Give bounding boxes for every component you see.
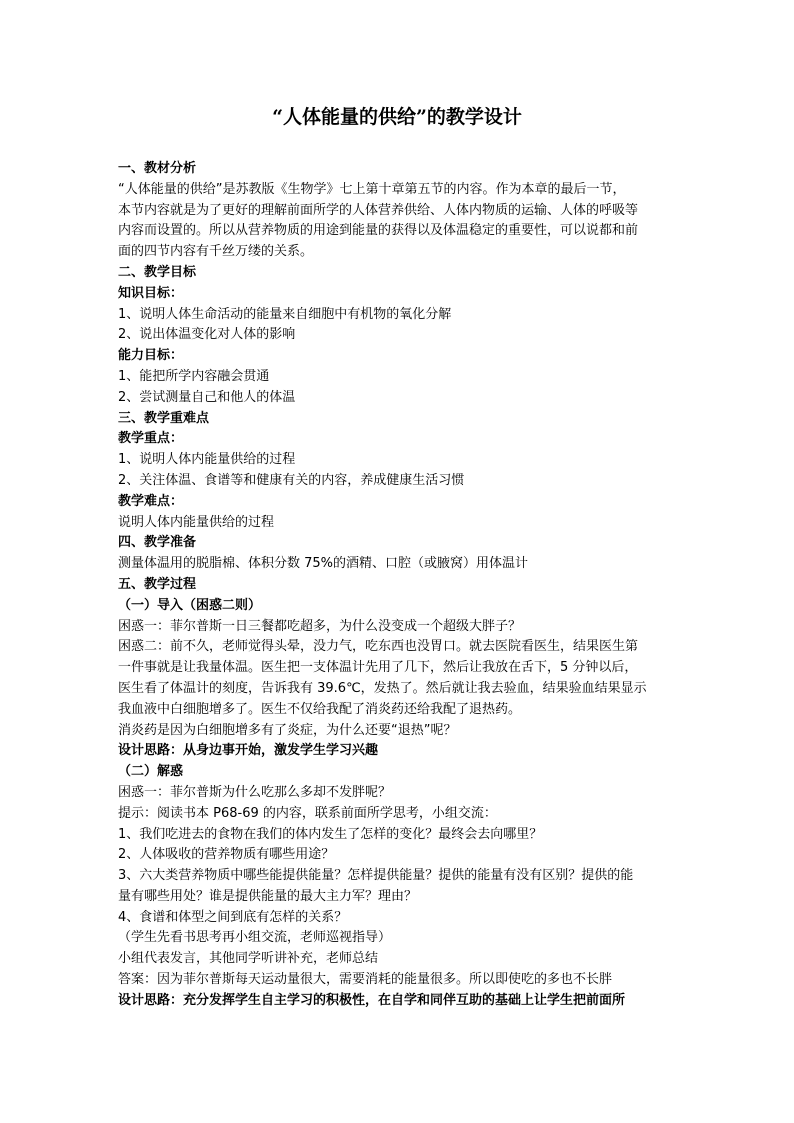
text-line: 一件事就是让我量体温。医生把一支体温计先用了几下，然后让我放在舌下，5 分钟以后，	[118, 660, 638, 676]
text-line: 2、说出体温变化对人体的影响	[118, 327, 296, 343]
text-line: 1、能把所学内容融会贯通	[118, 368, 270, 384]
text-line: 4、食谱和体型之间到底有怎样的关系？	[118, 909, 348, 925]
heading-line: （一）导入（困惑二则）	[118, 597, 262, 613]
text-line: 2、尝试测量自己和他人的体温	[118, 389, 296, 405]
text-line: 测量体温用的脱脂棉、体积分数 75%的酒精、口腔（或腋窝）用体温计	[118, 556, 529, 572]
text-line: 2、人体吸收的营养物质有哪些用途？	[118, 847, 335, 863]
document-body	[118, 159, 680, 1012]
heading-line: （二）解惑	[118, 764, 184, 780]
text-line: “人体能量的供给”是苏教版《生物学》七上第十章第五节的内容。作为本章的最后一节，	[118, 181, 626, 197]
heading-line: 设计思路：从身边事开始，激发学生学习兴趣	[118, 743, 379, 759]
heading-line: 三、教学重难点	[118, 410, 210, 426]
text-line: 困惑二：前不久，老师觉得头晕，没力气，吃东西也没胃口。就去医院看医生，结果医生第	[118, 639, 639, 655]
text-line: 1、说明人体生命活动的能量来自细胞中有机物的氧化分解	[118, 306, 452, 322]
heading-line: 能力目标：	[118, 348, 184, 364]
text-line: 本节内容就是为了更好的理解前面所学的人体营养供给、人体内物质的运输、人体的呼吸等	[118, 202, 639, 218]
text-line: 面的四节内容有千丝万缕的关系。	[118, 244, 314, 260]
text-line: 说明人体内能量供给的过程	[118, 514, 275, 530]
heading-line: 五、教学过程	[118, 576, 197, 592]
heading-line: 教学难点：	[118, 493, 184, 509]
text-line: 量有哪些用处？谁是提供能量的最大主力军？理由？	[118, 888, 418, 904]
text-line: 答案：因为菲尔普斯每天运动量很大，需要消耗的能量很多。所以即使吃的多也不长胖	[118, 972, 613, 988]
text-line: （学生先看书思考再小组交流，老师巡视指导）	[118, 930, 392, 946]
text-line: 提示：阅读书本 P68-69 的内容，联系前面所学思考，小组交流：	[118, 805, 497, 821]
heading-line: 四、教学准备	[118, 535, 197, 551]
text-line: 我血液中白细胞增多了。医生不仅给我配了消炎药还给我配了退热药。	[118, 701, 522, 717]
text-line: 1、说明人体内能量供给的过程	[118, 452, 296, 468]
text-line: 1、我们吃进去的食物在我们的体内发生了怎样的变化？最终会去向哪里？	[118, 826, 543, 842]
text-line: 小组代表发言，其他同学听讲补充，老师总结	[118, 951, 379, 967]
text-line: 2、关注体温、食谱等和健康有关的内容，养成健康生活习惯	[118, 472, 465, 488]
heading-line: 知识目标：	[118, 285, 184, 301]
heading-line: 二、教学目标	[118, 264, 197, 280]
heading-line: 教学重点：	[118, 431, 184, 447]
text-line: 消炎药是因为白细胞增多有了炎症，为什么还要“退热”呢？	[118, 722, 457, 738]
document-title: “人体能量的供给”的教学设计	[272, 106, 522, 128]
heading-line: 一、教材分析	[118, 161, 197, 176]
text-line: 内容而设置的。所以从营养物质的用途到能量的获得以及体温稳定的重要性，可以说都和前	[118, 223, 639, 239]
text-line: 困惑一：菲尔普斯一日三餐都吃超多，为什么没变成一个超级大胖子？	[118, 618, 522, 634]
heading-line: 设计思路：充分发挥学生自主学习的积极性，在自学和同伴互助的基础上让学生把前面所	[118, 992, 626, 1008]
text-line: 困惑一：菲尔普斯为什么吃那么多却不发胖呢？	[118, 784, 392, 800]
text-line: 3、六大类营养物质中哪些能提供能量？怎样提供能量？提供的能量有没有区别？提供的能	[118, 868, 634, 884]
text-line: 医生看了体温计的刻度，告诉我有 39.6℃，发热了。然后就让我去验血，结果验血结果显示	[118, 680, 647, 696]
